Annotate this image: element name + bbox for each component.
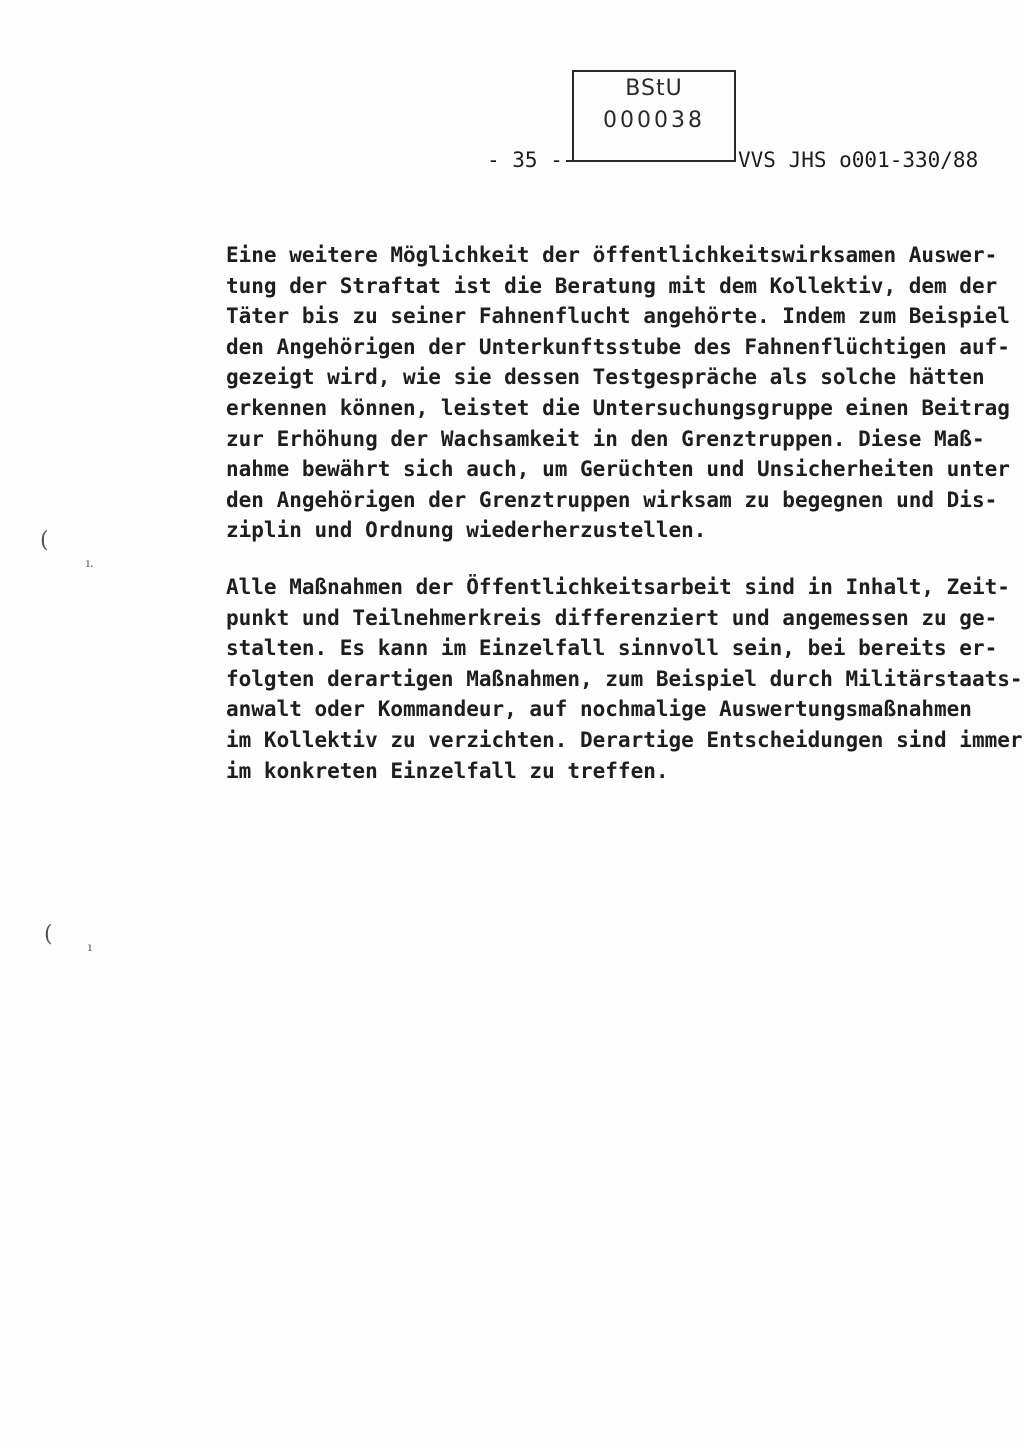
scan-mark: ( <box>40 528 49 553</box>
document-reference: VVS JHS o001-330/88 <box>738 148 979 172</box>
body-paragraph-2 <box>226 572 1023 786</box>
stamp-page-code: 000038 <box>603 108 705 133</box>
scan-mark: ( <box>44 922 53 947</box>
body-paragraph-1 <box>226 240 1010 546</box>
text-line: nahme bewährt sich auch, um Gerüchten und Unsicherheiten unter <box>226 457 1010 482</box>
text-line: Eine weitere Möglichkeit der öffentlichkeitswirksamen Auswer- <box>226 243 998 267</box>
text-line: zur Erhöhung der Wachsamkeit in den Grenztruppen. Diese Maß- <box>226 426 985 451</box>
text-line: anwalt oder Kommandeur, auf nochmalige Auswertungsmaßnahmen <box>226 697 972 722</box>
text-line: tung der Straftat ist die Beratung mit dem Kollektiv, dem der <box>226 273 998 298</box>
text-line: den Angehörigen der Unterkunftsstube des Fahnenflüchtigen auf- <box>226 334 1010 359</box>
archive-stamp <box>572 70 736 162</box>
text-line: im konkreten Einzelfall zu treffen. <box>226 758 669 783</box>
text-line: erkennen können, leistet die Untersuchungsgruppe einen Beitrag <box>226 395 1010 420</box>
text-line: punkt und Teilnehmerkreis differenziert und angemessen zu ge- <box>226 605 998 630</box>
text-line: stalten. Es kann im Einzelfall sinnvoll sein, bei bereits er- <box>226 636 998 661</box>
page-number: - 35 - <box>487 148 563 172</box>
text-line: im Kollektiv zu verzichten. Derartige Entscheidungen sind immer <box>226 727 1023 752</box>
text-line: Täter bis zu seiner Fahnenflucht angehörte. Indem zum Beispiel <box>226 304 1010 329</box>
text-line: Alle Maßnahmen der Öffentlichkeitsarbeit sind in Inhalt, Zeit- <box>226 575 1010 599</box>
text-line: den Angehörigen der Grenztruppen wirksam zu begegnen und Dis- <box>226 487 998 512</box>
scan-mark: ı <box>88 940 92 954</box>
text-line: folgten derartigen Maßnahmen, zum Beispiel durch Militärstaats- <box>226 666 1023 691</box>
header-rule <box>566 160 736 162</box>
scan-mark: ı. <box>86 556 94 570</box>
text-line: ziplin und Ordnung wiederherzustellen. <box>226 518 707 543</box>
text-line: gezeigt wird, wie sie dessen Testgespräche als solche hätten <box>226 365 985 390</box>
stamp-archive-label: BStU <box>625 76 683 101</box>
